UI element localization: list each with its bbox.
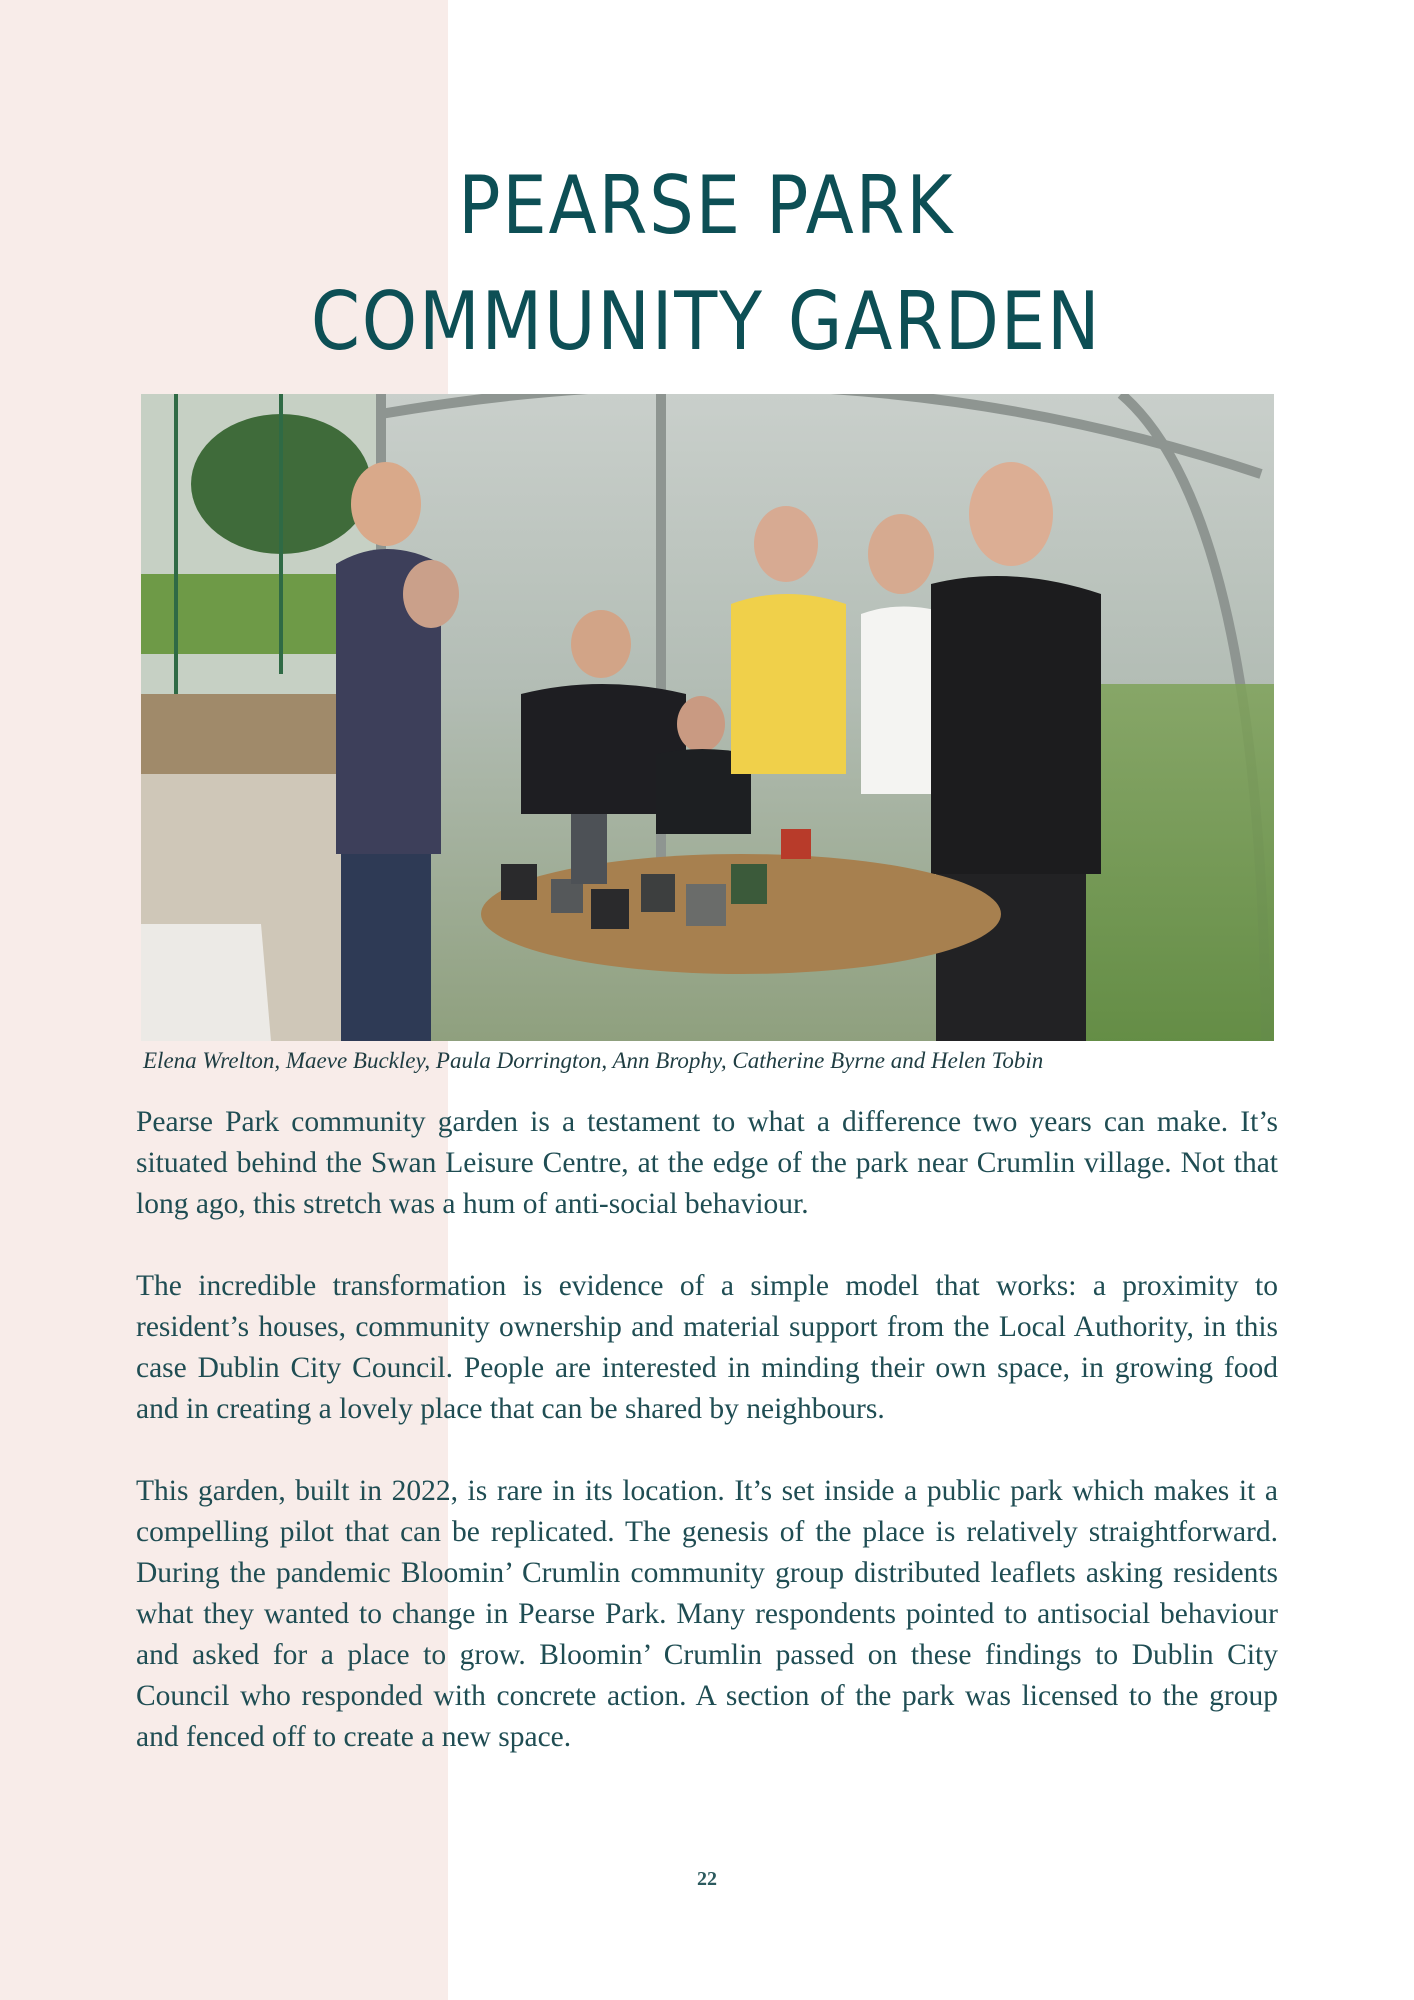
paragraph-1: Pearse Park community garden is a testament to what a difference two years can make. It’s situated behind the Swan Leisure Centre, at the edge of the park near Crumlin village. Not that long ago, this stretch was a hum of anti-social behaviour. [136, 1106, 1278, 1220]
page-title [84, 148, 1328, 380]
page-number: 22 [697, 1868, 717, 1890]
paragraph-2: The incredible transformation is evidence of a simple model that works: a proximity to resident’s houses, community ownership and material support from the Local Authority, in this case Dublin City Council. People are interested in minding their own space, in growing food and in creating a lovely place that can be shared by neighbours. [136, 1270, 1278, 1425]
paragraph-3: This garden, built in 2022, is rare in its location. It’s set inside a public park which makes it a compelling pilot that can be replicated. The genesis of the place is relatively straightforward. During the pandemic Bloomin’ Crumlin community group distributed leaflets asking residents what they wanted to change in Pearse Park. Many respondents pointed to antisocial behaviour and asked for a place to grow. Bloomin’ Crumlin passed on these findings to Dublin City Council who responded with concrete action. A section of the park was licensed to the group and fenced off to create a new space. [136, 1475, 1278, 1753]
article-body [136, 1102, 1278, 1799]
page-title-line-1: PEARSE PARK [458, 159, 955, 252]
photo-caption: Elena Wrelton, Maeve Buckley, Paula Dorrington, Ann Brophy, Catherine Byrne and Helen Tobin [143, 1048, 1044, 1073]
group-photo [141, 394, 1274, 1041]
page-title-line-2: COMMUNITY GARDEN [310, 275, 1102, 368]
